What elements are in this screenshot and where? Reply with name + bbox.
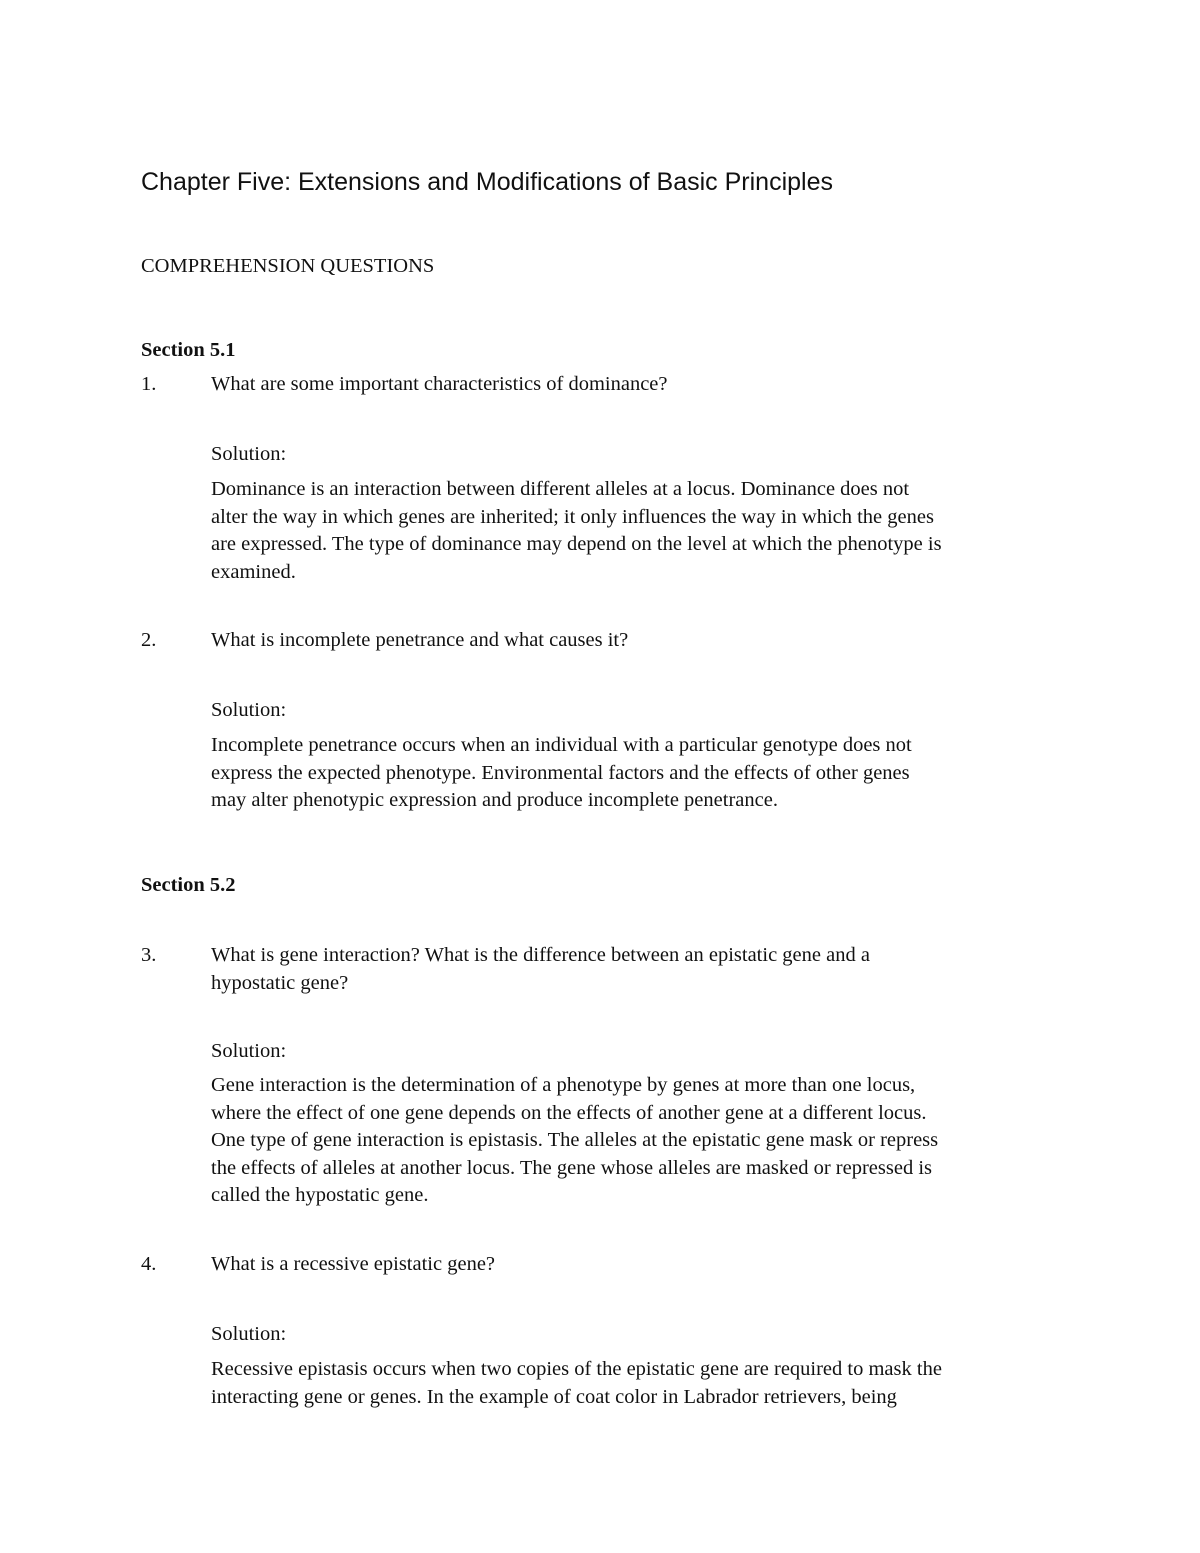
solution-text [211, 1356, 1061, 1411]
solution-text [211, 476, 1061, 586]
solution-line: called the hypostatic gene. [211, 1184, 429, 1206]
solution-label: Solution: [211, 699, 287, 721]
solution-line: express the expected phenotype. Environmental factors and the effects of other genes [211, 761, 910, 784]
question-line: What is gene interaction? What is the difference between an epistatic gene and a [211, 944, 870, 966]
solution-line: the effects of alleles at another locus. The gene whose alleles are masked or repressed is [211, 1156, 933, 1179]
solution-label: Solution: [211, 1040, 287, 1062]
question-number: 1. [141, 373, 157, 395]
solution-text [211, 1072, 1061, 1210]
solution-label: Solution: [211, 443, 287, 465]
question-line: hypostatic gene? [211, 971, 349, 994]
section-heading: Section 5.1 [141, 339, 236, 361]
question-text [211, 942, 1061, 997]
solution-text [211, 732, 1061, 815]
solution-line: Dominance is an interaction between different alleles at a locus. Dominance does not [211, 478, 910, 500]
question-text: What are some important characteristics of dominance? [211, 373, 668, 395]
solution-line: interacting gene or genes. In the example of coat color in Labrador retrievers, being [211, 1385, 897, 1408]
section-heading: Section 5.2 [141, 874, 236, 896]
solution-line: Recessive epistasis occurs when two copies of the epistatic gene are required to mask the [211, 1358, 942, 1380]
question-text: What is incomplete penetrance and what causes it? [211, 629, 629, 651]
solution-line: may alter phenotypic expression and produce incomplete penetrance. [211, 789, 778, 811]
comprehension-heading: COMPREHENSION QUESTIONS [141, 255, 435, 277]
solution-line: Incomplete penetrance occurs when an individual with a particular genotype does not [211, 734, 912, 756]
question-number: 4. [141, 1253, 157, 1275]
question-number: 3. [141, 944, 157, 966]
solution-line: alter the way in which genes are inherited; it only influences the way in which the genes [211, 505, 934, 528]
solution-line: where the effect of one gene depends on the effects of another gene at a different locus. [211, 1101, 927, 1124]
chapter-title: Chapter Five: Extensions and Modifications of Basic Principles [141, 168, 833, 196]
solution-line: are expressed. The type of dominance may depend on the level at which the phenotype is [211, 533, 942, 555]
question-number: 2. [141, 629, 157, 651]
solution-line: One type of gene interaction is epistasis. The alleles at the epistatic gene mask or repress [211, 1129, 939, 1151]
solution-line: examined. [211, 560, 296, 583]
solution-line: Gene interaction is the determination of a phenotype by genes at more than one locus, [211, 1074, 916, 1096]
question-text: What is a recessive epistatic gene? [211, 1253, 496, 1275]
solution-label: Solution: [211, 1323, 287, 1345]
